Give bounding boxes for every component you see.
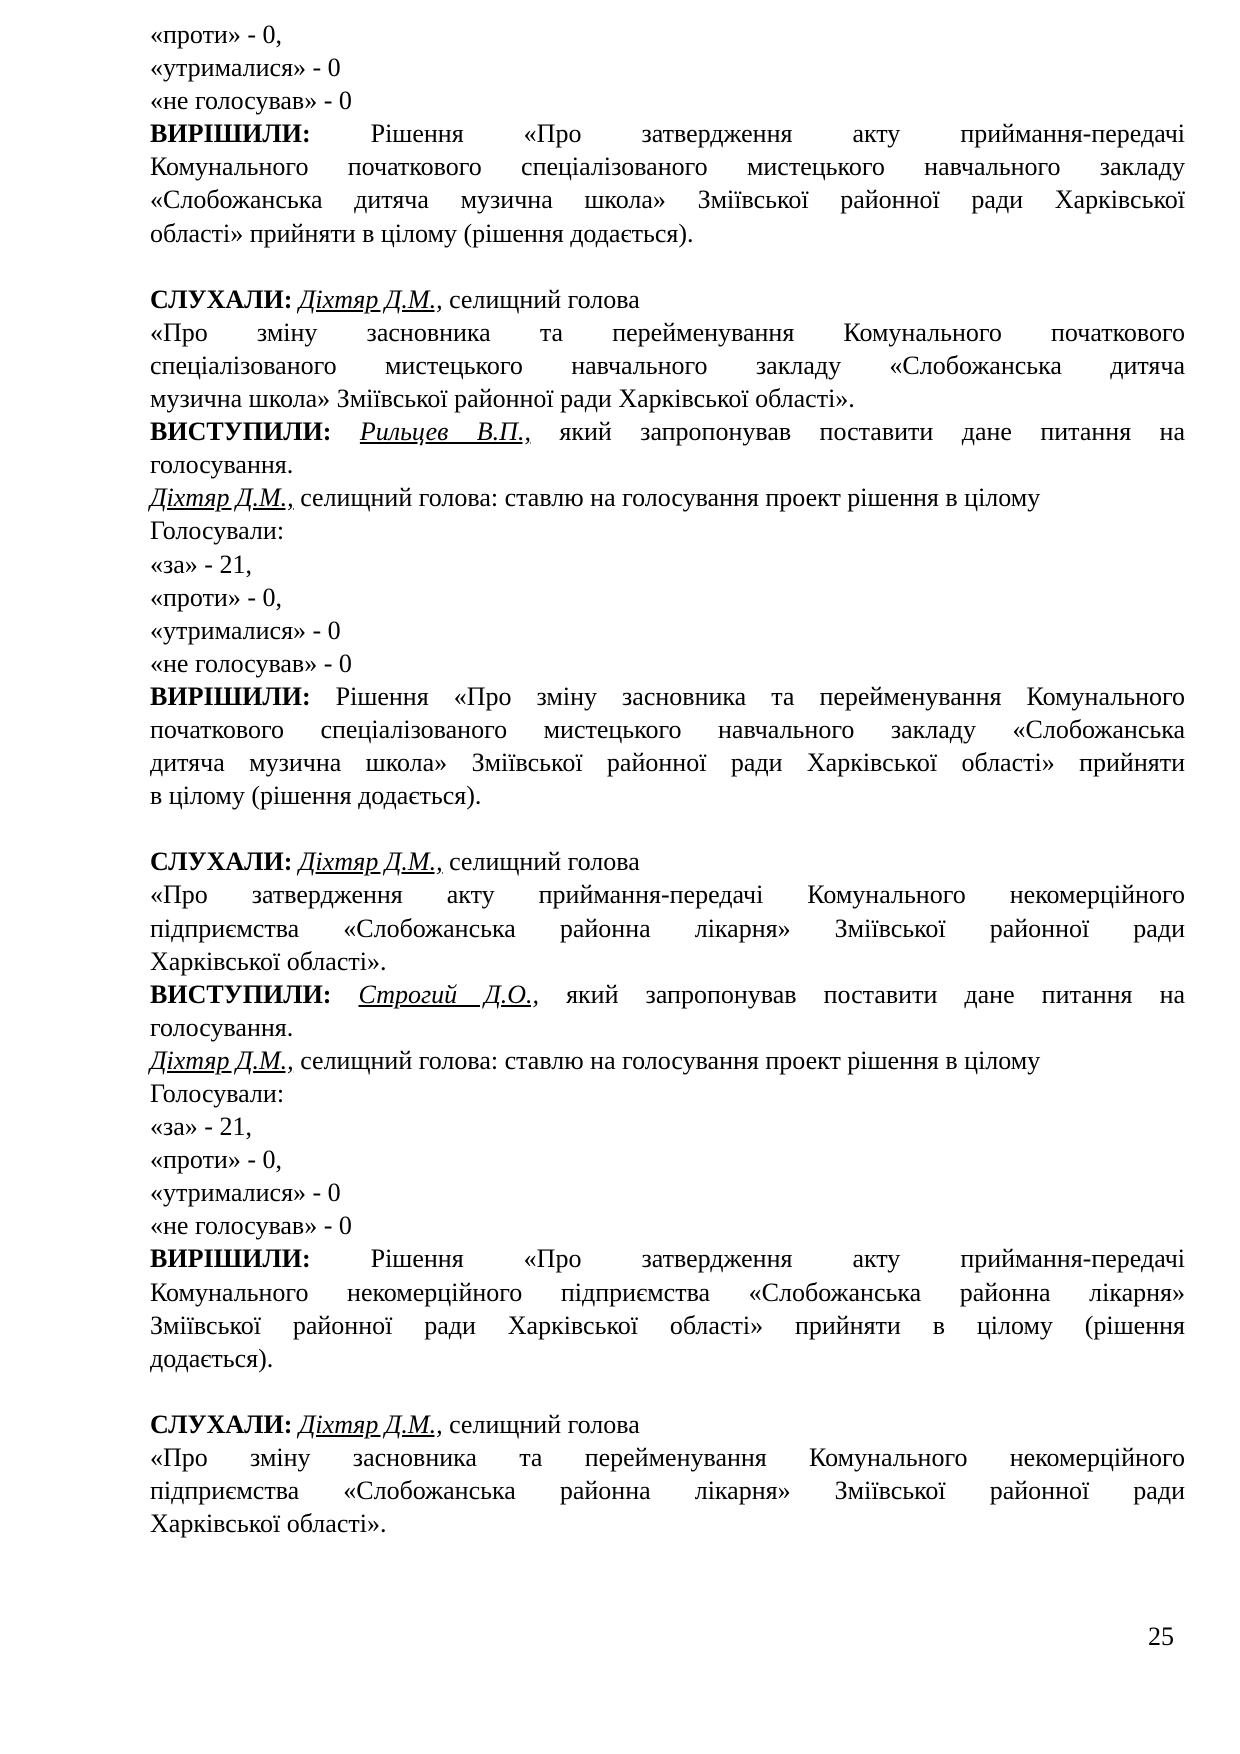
- voted-label: Голосували:: [150, 1079, 285, 1108]
- heard-role: селищний голова: [449, 847, 640, 877]
- vote-abstained: «утрималися» - 0: [150, 615, 341, 645]
- document-page: [150, 18, 1185, 1540]
- chair-line: [150, 481, 1185, 514]
- spoke-label: ВИСТУПИЛИ:: [150, 979, 332, 1009]
- decision-line: дитяча музична школа» Зміївської районної ради Харківської області» прийняти: [150, 748, 1185, 778]
- heard-role: селищний голова: [449, 1409, 640, 1439]
- heard-label: СЛУХАЛИ:: [150, 1409, 293, 1439]
- decision-text: Рішення «Про затвердження акту приймання-передачі: [370, 119, 1185, 149]
- spoke-text: який запропонував поставити дане питання на: [559, 417, 1186, 447]
- decision-text: Рішення «Про затвердження акту приймання-передачі: [370, 1244, 1185, 1274]
- vote-not-voted: «не голосував» - 0: [150, 86, 352, 116]
- spoke-line: голосування.: [150, 450, 294, 480]
- spoke-label: ВИСТУПИЛИ:: [150, 417, 332, 447]
- chair-text: селищний голова: ставлю на голосування проект рішення в цілому: [300, 483, 1041, 513]
- spoke-line: [150, 978, 1185, 1011]
- topic-line: Харківської області».: [150, 946, 387, 976]
- vote-against: «проти» - 0,: [150, 20, 283, 49]
- vote-against: «проти» - 0,: [150, 582, 283, 612]
- spoke-line: [150, 415, 1185, 448]
- vote-not-voted: «не голосував» - 0: [150, 648, 352, 678]
- spoke-text: який запропонував поставити дане питання на: [566, 979, 1186, 1009]
- topic-line: підприємства «Слобожанська районна лікарня» Зміївської районної ради: [150, 913, 1185, 943]
- decision-line: [150, 1242, 1185, 1275]
- topic-line: підприємства «Слобожанська районна лікарня» Зміївської районної ради: [150, 1476, 1185, 1506]
- decided-label: ВИРІШИЛИ:: [150, 119, 311, 149]
- vote-against: «проти» - 0,: [150, 1145, 283, 1175]
- heard-name: Діхтяр Д.М.,: [298, 847, 443, 877]
- decision-line: Комунального некомерційного підприємства «Слобожанська районна лікарня»: [150, 1277, 1185, 1307]
- heard-name: Діхтяр Д.М.,: [298, 1409, 443, 1439]
- topic-line: спеціалізованого мистецького навчального закладу «Слобожанська дитяча: [150, 350, 1185, 380]
- topic-line: Харківської області».: [150, 1509, 387, 1539]
- heard-label: СЛУХАЛИ:: [150, 284, 293, 314]
- vote-abstained: «утрималися» - 0: [150, 53, 341, 83]
- vote-abstained: «утрималися» - 0: [150, 1178, 341, 1208]
- decision-line: області» прийняти в цілому (рішення додається).: [150, 218, 694, 248]
- decision-line: початкового спеціалізованого мистецького навчального закладу «Слобожанська: [150, 714, 1185, 744]
- page-number: 25: [1148, 1622, 1174, 1651]
- vote-not-voted: «не голосував» - 0: [150, 1211, 352, 1241]
- decision-line: [150, 680, 1185, 713]
- spoke-name: Строгий Д.О.,: [358, 979, 540, 1009]
- topic-line: музична школа» Зміївської районної ради Харківської області».: [150, 384, 855, 414]
- decision-line: Зміївської районної ради Харківської області» прийняти в цілому (рішення: [150, 1310, 1185, 1340]
- chair-name: Діхтяр Д.М.,: [150, 1045, 294, 1075]
- heard-line: [150, 845, 1185, 878]
- decided-label: ВИРІШИЛИ:: [150, 1244, 311, 1274]
- chair-name: Діхтяр Д.М.,: [150, 483, 294, 513]
- decision-line: «Слобожанська дитяча музична школа» Зміївської районної ради Харківської: [150, 185, 1185, 215]
- spoke-name: Рильцев В.П.,: [359, 417, 531, 447]
- decision-line: в цілому (рішення додається).: [150, 781, 482, 811]
- heard-line: [150, 283, 1185, 316]
- decision-line: [150, 117, 1185, 150]
- vote-for: «за» - 21,: [150, 1112, 252, 1142]
- decision-line: додається).: [150, 1343, 274, 1373]
- heard-line: [150, 1408, 1185, 1441]
- chair-line: [150, 1044, 1185, 1077]
- topic-line: «Про затвердження акту приймання-передачі Комунального некомерційного: [150, 880, 1185, 910]
- voted-label: Голосували:: [150, 516, 285, 546]
- heard-role: селищний голова: [449, 284, 640, 314]
- vote-for: «за» - 21,: [150, 549, 252, 579]
- spoke-line: голосування.: [150, 1012, 294, 1042]
- chair-text: селищний голова: ставлю на голосування проект рішення в цілому: [300, 1045, 1041, 1075]
- topic-line: «Про зміну засновника та перейменування Комунального початкового: [150, 317, 1185, 347]
- decision-line: Комунального початкового спеціалізованого мистецького навчального закладу: [150, 152, 1185, 182]
- decided-label: ВИРІШИЛИ:: [150, 681, 311, 711]
- heard-name: Діхтяр Д.М.,: [298, 284, 443, 314]
- topic-line: «Про зміну засновника та перейменування Комунального некомерційного: [150, 1443, 1185, 1473]
- decision-text: Рішення «Про зміну засновника та перейменування Комунального: [335, 681, 1185, 711]
- heard-label: СЛУХАЛИ:: [150, 847, 293, 877]
